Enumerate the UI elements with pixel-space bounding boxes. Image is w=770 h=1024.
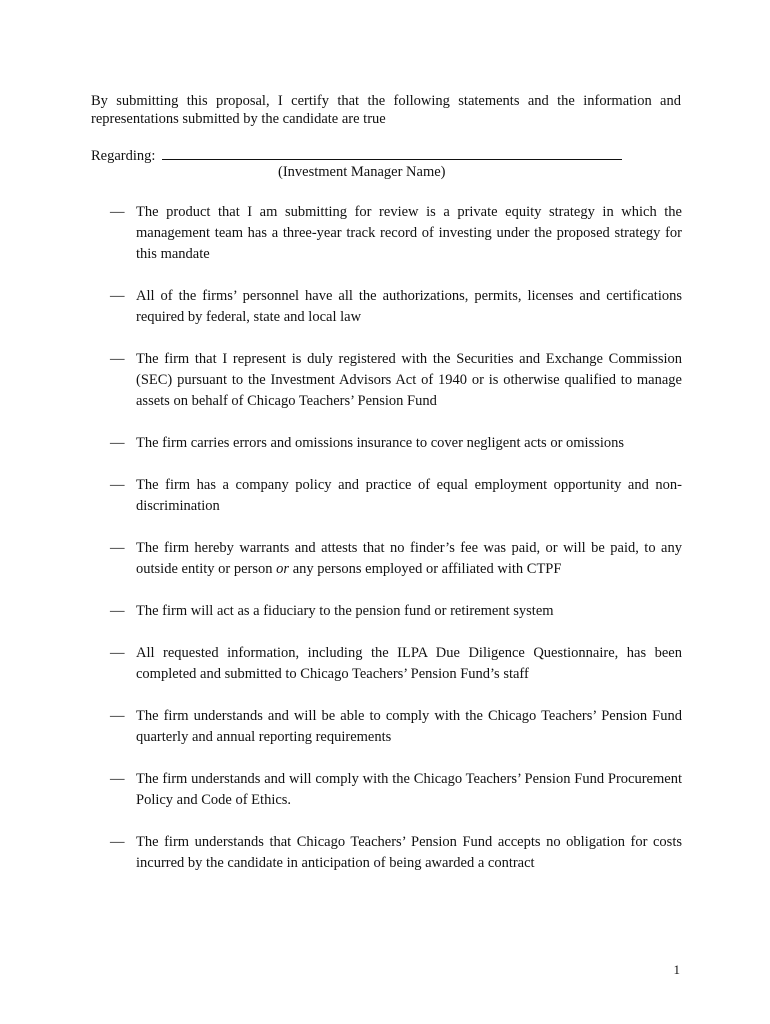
certification-text: The firm understands and will comply with the Chicago Teachers’ Pension Fund Procurement Policy and Code of Ethics. [136, 771, 682, 808]
certification-item [110, 832, 682, 874]
dash-bullet: — [110, 834, 125, 850]
certification-text: The firm will act as a fiduciary to the pension fund or retirement system [136, 603, 554, 619]
certification-text: All requested information, including the ILPA Due Diligence Questionnaire, has been completed and submitted to Chicago Teachers’ Pension Fund’s staff [136, 645, 682, 682]
dash-bullet: — [110, 708, 125, 724]
certification-item [110, 475, 682, 517]
page-number: 1 [673, 962, 680, 977]
certification-text-emphasis: or [276, 561, 290, 577]
dash-bullet: — [110, 540, 125, 556]
certification-text-part: The firm hereby warrants and attests that no finder’s fee was paid, or will be paid, to any outside entity or person [136, 540, 682, 577]
dash-bullet: — [110, 204, 125, 220]
investment-manager-caption: (Investment Manager Name) [278, 164, 446, 180]
dash-bullet: — [110, 288, 125, 304]
certification-item [110, 769, 682, 811]
dash-bullet: — [110, 645, 125, 661]
certification-text: The product that I am submitting for review is a private equity strategy in which the management team has a three-year track record of investing under the proposed strategy for this mandate [136, 204, 682, 262]
certification-text: The firm understands that Chicago Teachers’ Pension Fund accepts no obligation for costs incurred by the candidate in anticipation of being awarded a contract [136, 834, 682, 871]
regarding-row [91, 146, 631, 165]
certification-item [110, 706, 682, 748]
dash-bullet: — [110, 477, 125, 493]
certification-item [110, 349, 682, 412]
regarding-label: Regarding: [91, 148, 156, 164]
dash-bullet: — [110, 771, 125, 787]
dash-bullet: — [110, 603, 125, 619]
certification-item [110, 433, 682, 454]
dash-bullet: — [110, 435, 125, 451]
dash-bullet: — [110, 351, 125, 367]
investment-manager-name-field[interactable] [162, 146, 622, 160]
certification-text: The firm carries errors and omissions insurance to cover negligent acts or omissions [136, 435, 625, 451]
certification-item [110, 286, 682, 328]
certification-text [136, 538, 682, 580]
certification-text: All of the firms’ personnel have all the authorizations, permits, licenses and certifications required by federal, state and local law [136, 288, 682, 325]
certification-intro: By submitting this proposal, I certify that the following statements and the information and representations submitted by the candidate are true [91, 93, 681, 127]
certification-item [110, 202, 682, 265]
certification-item [110, 643, 682, 685]
certification-text-part: any persons employed or affiliated with CTPF [289, 561, 562, 577]
certification-item [110, 538, 682, 580]
certification-item [110, 601, 682, 622]
certification-text: The firm understands and will be able to comply with the Chicago Teachers’ Pension Fund quarterly and annual reporting requirements [136, 708, 682, 745]
certification-text: The firm that I represent is duly registered with the Securities and Exchange Commission (SEC) pursuant to the Investment Advisors Act of 1940 or is otherwise qualified to manage assets on behalf of Chicago Teachers’ Pension Fund [136, 351, 682, 409]
certification-list [110, 202, 682, 895]
certification-text: The firm has a company policy and practice of equal employment opportunity and non-discrimination [136, 477, 682, 514]
